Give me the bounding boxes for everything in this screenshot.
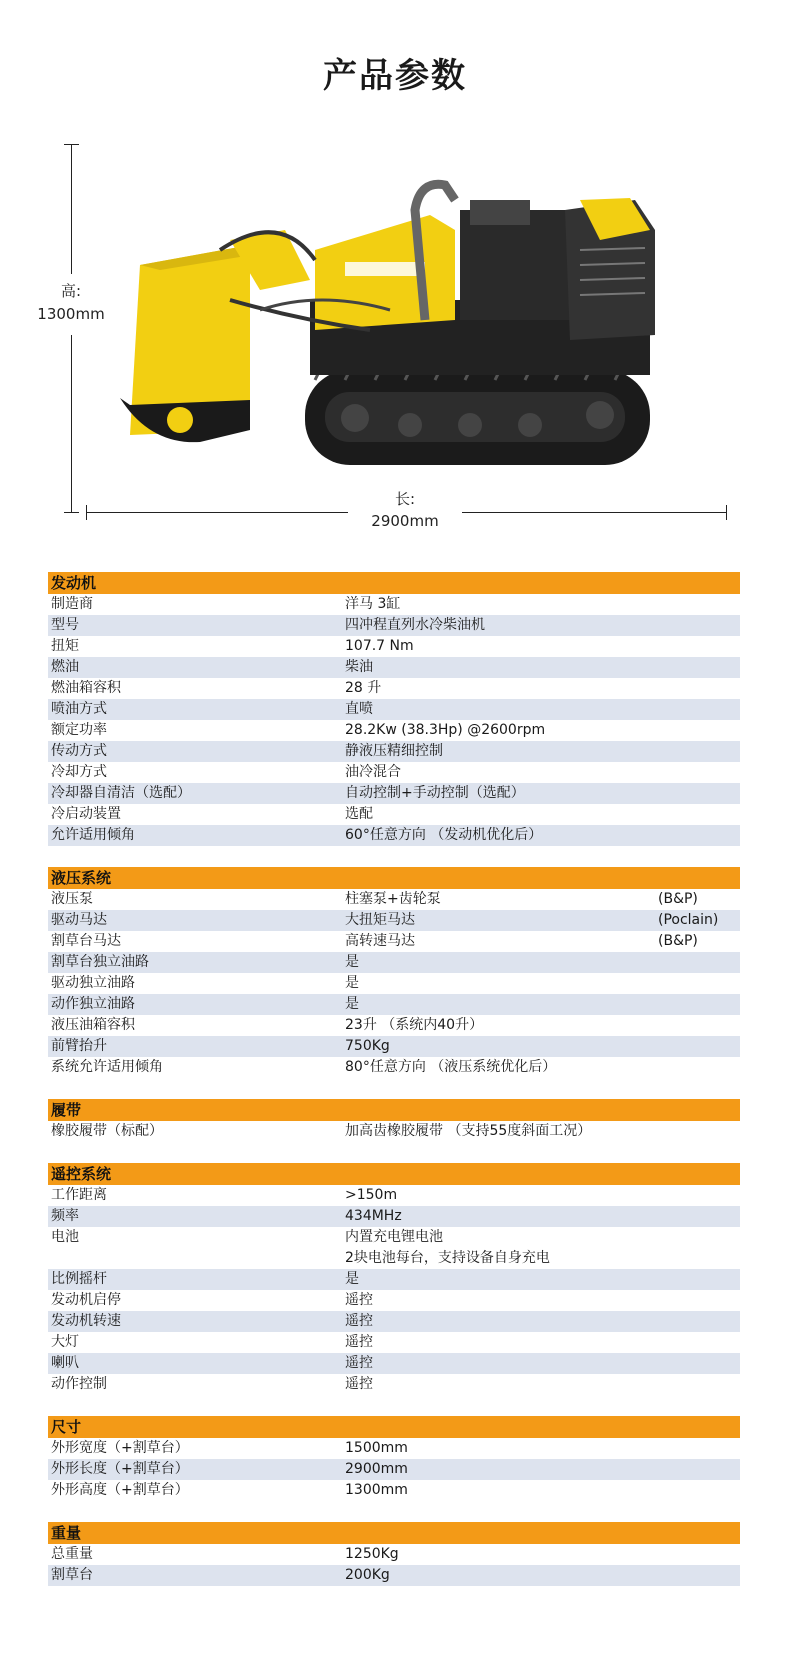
table-row: [48, 783, 740, 804]
row-label: 外形长度（+割草台）: [51, 1461, 189, 1477]
row-label: 前臂抬升: [51, 1038, 107, 1054]
table-row: [48, 1057, 740, 1078]
row-label: 扭矩: [51, 638, 79, 654]
row-value: 柱塞泵+齿轮泵: [345, 891, 441, 907]
table-row: [48, 594, 740, 615]
section-hydraulics: [48, 867, 740, 1078]
row-label: 允许适用倾角: [51, 827, 135, 843]
page-title: 产品参数: [323, 56, 467, 96]
height-value: 1300mm: [37, 305, 105, 323]
row-value: 是: [345, 1271, 359, 1287]
row-label: 燃油: [51, 659, 79, 675]
row-value: 加高齿橡胶履带 （支持55度斜面工况）: [345, 1123, 592, 1139]
table-row: [48, 1015, 740, 1036]
row-label: 冷却方式: [51, 764, 107, 780]
row-value-line: 2块电池每台，支持设备自身充电: [345, 1250, 550, 1266]
section-track: [48, 1099, 740, 1142]
row-label: 驱动马达: [51, 912, 107, 928]
table-row: [48, 952, 740, 973]
height-label: 高:: [60, 282, 82, 300]
row-label: 喷油方式: [51, 701, 107, 717]
row-value: 是: [345, 975, 359, 991]
table-row: [48, 804, 740, 825]
row-value: 柴油: [345, 659, 373, 675]
table-row: [48, 1332, 740, 1353]
row-label: 发动机启停: [51, 1292, 121, 1308]
section-weight: [48, 1522, 740, 1586]
row-value: 80°任意方向 （液压系统优化后）: [345, 1059, 557, 1075]
table-row: [48, 762, 740, 783]
row-value: 油冷混合: [345, 764, 401, 780]
table-row: [48, 1565, 740, 1586]
row-value: 遥控: [345, 1334, 373, 1350]
row-label: 发动机转速: [51, 1313, 121, 1329]
row-label: 传动方式: [51, 743, 107, 759]
row-value: 遥控: [345, 1376, 373, 1392]
table-row: [48, 931, 740, 952]
row-value: 200Kg: [345, 1567, 390, 1583]
table-row: [48, 994, 740, 1015]
row-value: 28 升: [345, 680, 382, 696]
table-row: [48, 678, 740, 699]
row-label: 外形宽度（+割草台）: [51, 1440, 189, 1456]
table-row: [48, 910, 740, 931]
row-label: 外形高度（+割草台）: [51, 1482, 189, 1498]
table-row: [48, 657, 740, 678]
row-value: 434MHz: [345, 1208, 402, 1224]
table-row: [48, 1311, 740, 1332]
row-label: 冷启动装置: [51, 806, 121, 822]
row-label: 喇叭: [51, 1355, 79, 1371]
length-value: 2900mm: [371, 512, 439, 530]
row-label: 制造商: [51, 596, 93, 612]
row-label: 总重量: [51, 1546, 93, 1562]
row-value: >150m: [345, 1187, 398, 1203]
row-value: 1250Kg: [345, 1546, 399, 1562]
table-row: [48, 1438, 740, 1459]
row-label: 动作控制: [51, 1376, 107, 1392]
row-value: 28.2Kw (38.3Hp) @2600rpm: [345, 722, 546, 738]
row-label: 动作独立油路: [51, 996, 135, 1012]
row-label: 比例摇杆: [51, 1271, 107, 1287]
section-header: 遥控系统: [48, 1163, 740, 1185]
height-dimension-line-lower: [71, 335, 72, 513]
row-label: 液压泵: [51, 891, 93, 907]
table-row: [48, 973, 740, 994]
table-row: [48, 1480, 740, 1501]
row-label: 频率: [51, 1208, 79, 1224]
row-label: 电池: [51, 1229, 79, 1245]
mower-machine-image: [110, 170, 710, 490]
table-row: [48, 1206, 740, 1227]
table-row: [48, 1374, 740, 1395]
table-row: [48, 615, 740, 636]
row-value: 选配: [345, 806, 373, 822]
row-value: 2900mm: [345, 1461, 408, 1477]
spec-table: [48, 572, 740, 1607]
row-value: 107.7 Nm: [345, 638, 414, 654]
row-value: 是: [345, 954, 359, 970]
section-dimensions: [48, 1416, 740, 1501]
section-engine: [48, 572, 740, 846]
length-label: 长:: [394, 490, 416, 508]
length-dimension-line-left: [86, 512, 348, 513]
row-brand: (Poclain): [658, 912, 719, 928]
row-label: 冷却器自清洁（选配）: [51, 785, 191, 801]
length-dimension-line-right: [462, 512, 726, 513]
table-row: [48, 1121, 740, 1142]
section-header: 重量: [48, 1522, 740, 1544]
row-value: 1500mm: [345, 1440, 408, 1456]
row-value: 自动控制+手动控制（选配）: [345, 785, 525, 801]
row-value: 遥控: [345, 1292, 373, 1308]
table-row: [48, 889, 740, 910]
section-header: 尺寸: [48, 1416, 740, 1438]
table-row: [48, 1544, 740, 1565]
row-value: 直喷: [345, 701, 373, 717]
row-label: 燃油箱容积: [51, 680, 121, 696]
row-value: 大扭矩马达: [345, 912, 415, 928]
height-dimension-line-upper: [71, 144, 72, 274]
table-row: [48, 1459, 740, 1480]
table-row: [48, 699, 740, 720]
row-label: 割草台马达: [51, 933, 121, 949]
row-value: 750Kg: [345, 1038, 390, 1054]
row-label: 液压油箱容积: [51, 1017, 135, 1033]
row-label: 割草台: [51, 1567, 93, 1583]
section-header: 履带: [48, 1099, 740, 1121]
row-value-line: 内置充电锂电池: [345, 1229, 443, 1245]
row-brand: (B&P): [658, 933, 698, 949]
row-value: 遥控: [345, 1355, 373, 1371]
row-label: 橡胶履带（标配）: [51, 1123, 163, 1139]
row-value: 洋马 3缸: [345, 596, 401, 612]
section-header: 液压系统: [48, 867, 740, 889]
row-value: 60°任意方向 （发动机优化后）: [345, 827, 543, 843]
table-row: [48, 1290, 740, 1311]
row-label: 工作距离: [51, 1187, 107, 1203]
table-row: [48, 1185, 740, 1206]
row-value: 23升 （系统内40升）: [345, 1017, 484, 1033]
row-label: 大灯: [51, 1334, 79, 1350]
row-value: 静液压精细控制: [345, 743, 443, 759]
row-value: 高转速马达: [345, 933, 415, 949]
table-row: [48, 1353, 740, 1374]
row-value: 是: [345, 996, 359, 1012]
row-value: 1300mm: [345, 1482, 408, 1498]
row-label: 额定功率: [51, 722, 107, 738]
row-value: 四冲程直列水冷柴油机: [345, 617, 485, 633]
row-brand: (B&P): [658, 891, 698, 907]
table-row: [48, 825, 740, 846]
section-header: 发动机: [48, 572, 740, 594]
table-row: [48, 741, 740, 762]
row-label: 割草台独立油路: [51, 954, 149, 970]
table-row: [48, 720, 740, 741]
row-label: 系统允许适用倾角: [51, 1059, 163, 1075]
table-row: [48, 1036, 740, 1057]
table-row: [48, 1269, 740, 1290]
length-dimension-right-tick: [726, 505, 727, 520]
row-value: 遥控: [345, 1313, 373, 1329]
height-dimension-bottom-tick: [64, 512, 79, 513]
table-row: [48, 636, 740, 657]
row-value: [345, 1227, 740, 1269]
row-label: 型号: [51, 617, 79, 633]
row-label: 驱动独立油路: [51, 975, 135, 991]
table-row: [48, 1227, 740, 1269]
section-remote-control: [48, 1163, 740, 1395]
